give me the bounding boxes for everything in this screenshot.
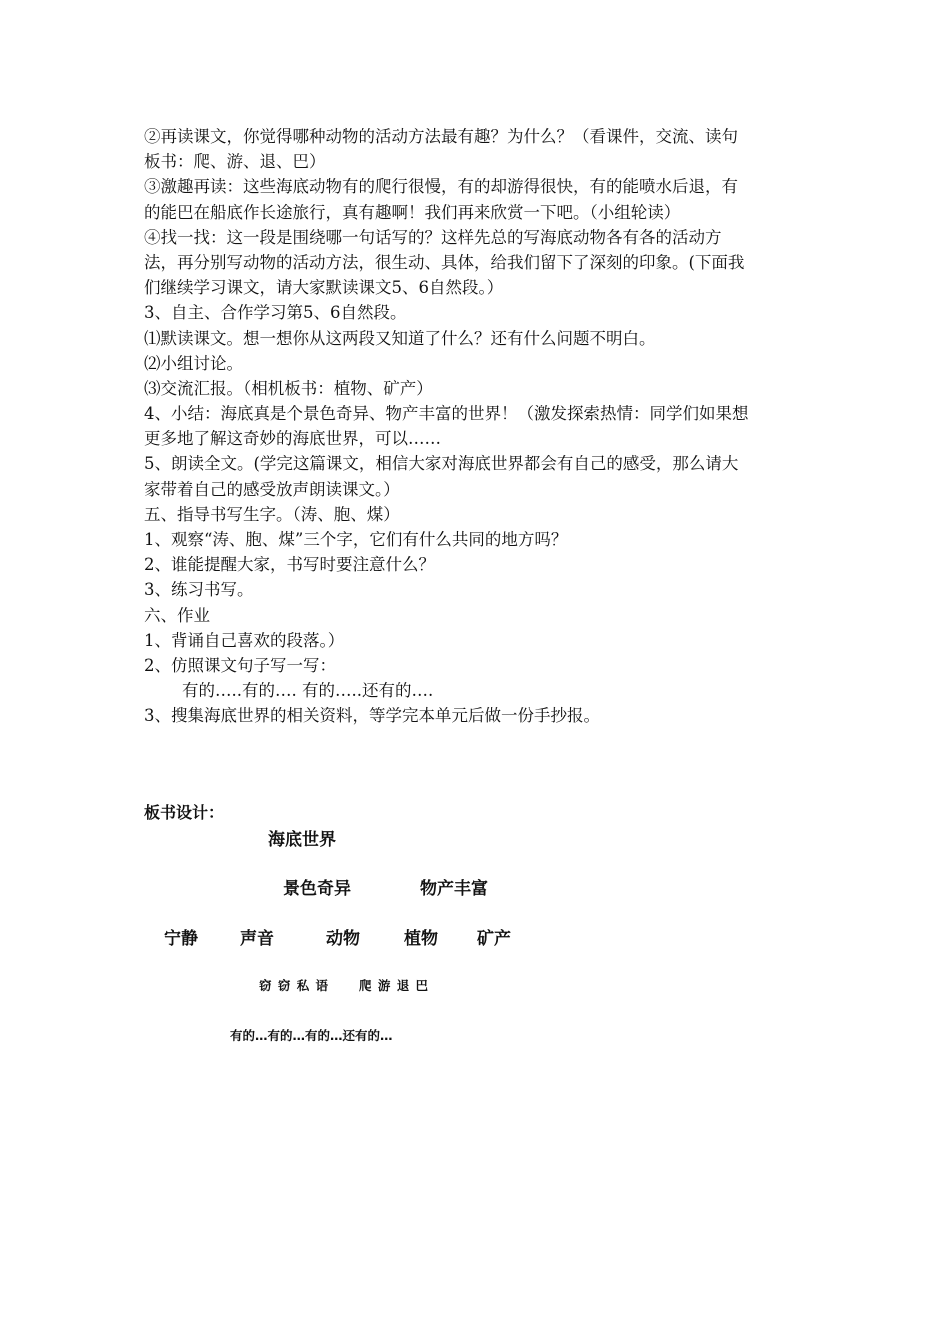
text-line: ②再读课文，你觉得哪种动物的活动方法最有趣？为什么？（看课件，交流、读句	[144, 127, 738, 146]
text-line: 1、背诵自己喜欢的段落。）	[144, 630, 345, 650]
text-line: 5、朗读全文。(学完这篇课文，相信大家对海底世界都会有自己的感受，那么请大	[144, 454, 739, 474]
lesson-plan-body	[144, 124, 824, 729]
text-line: ④找一找：这一段是围绕哪一句话写的？这样先总的写海底动物各有各的活动方	[144, 227, 722, 247]
text-line: 六、作业	[144, 605, 210, 625]
board-detail-whisper: 窃 窃 私 语	[259, 978, 330, 993]
text-line: 家带着自己的感受放声朗读课文。）	[144, 479, 400, 499]
text-line: 有的…..有的…. 有的…..还有的….	[182, 681, 434, 701]
text-line: 的能巴在船底作长途旅行，真有趣啊！我们再来欣赏一下吧。（小组轮读）	[144, 202, 681, 222]
text-line: 法，再分别写动物的活动方法，很生动、具体，给我们留下了深刻的印象。(下面我	[144, 252, 745, 272]
board-title: 海底世界	[268, 830, 336, 850]
board-branch-scenery: 景色奇异	[283, 879, 351, 899]
text-line: ③激趣再读：这些海底动物有的爬行很慢，有的却游得很快，有的能喷水后退，有	[144, 177, 738, 197]
text-line: 4、小结：海底真是个景色奇异、物产丰富的世界！（激发探索热情：同学们如果想	[144, 404, 749, 424]
board-item-plants: 植物	[404, 929, 438, 949]
text-line: 3、自主、合作学习第5、6自然段。	[144, 303, 407, 323]
board-item-animals: 动物	[326, 929, 360, 949]
text-line: 3、练习书写。	[144, 580, 254, 600]
text-line: 1、观察“涛、胞、煤”三个字，它们有什么共同的地方吗？	[144, 530, 568, 549]
text-line: 更多地了解这奇妙的海底世界，可以……	[144, 429, 441, 449]
board-item-sound: 声音	[240, 929, 274, 949]
text-line: 五、指导书写生字。（涛、胞、煤）	[144, 504, 400, 524]
text-line: 2、仿照课文句子写一写：	[144, 655, 336, 675]
board-item-minerals: 矿产	[477, 929, 511, 949]
text-line: 3、搜集海底世界的相关资料，等学完本单元后做一份手抄报。	[144, 706, 600, 726]
board-detail-moves: 爬 游 退 巴	[359, 978, 430, 993]
text-line: 板书：爬、游、退、巴）	[144, 152, 326, 172]
board-pattern: 有的…有的…有的…还有的…	[230, 1028, 393, 1043]
board-branch-resources: 物产丰富	[420, 879, 488, 899]
text-line: 2、谁能提醒大家，书写时要注意什么？	[144, 555, 435, 575]
text-line: ⑶交流汇报。（相机板书：植物、矿产）	[144, 378, 433, 398]
board-design-heading: 板书设计：	[144, 803, 225, 822]
text-line: ⑴默读课文。想一想你从这两段又知道了什么？还有什么问题不明白。	[144, 328, 656, 348]
text-line: ⑵小组讨论。	[144, 353, 243, 373]
text-line: 们继续学习课文，请大家默读课文5、6自然段。）	[144, 278, 504, 298]
board-item-quiet: 宁静	[164, 929, 198, 949]
